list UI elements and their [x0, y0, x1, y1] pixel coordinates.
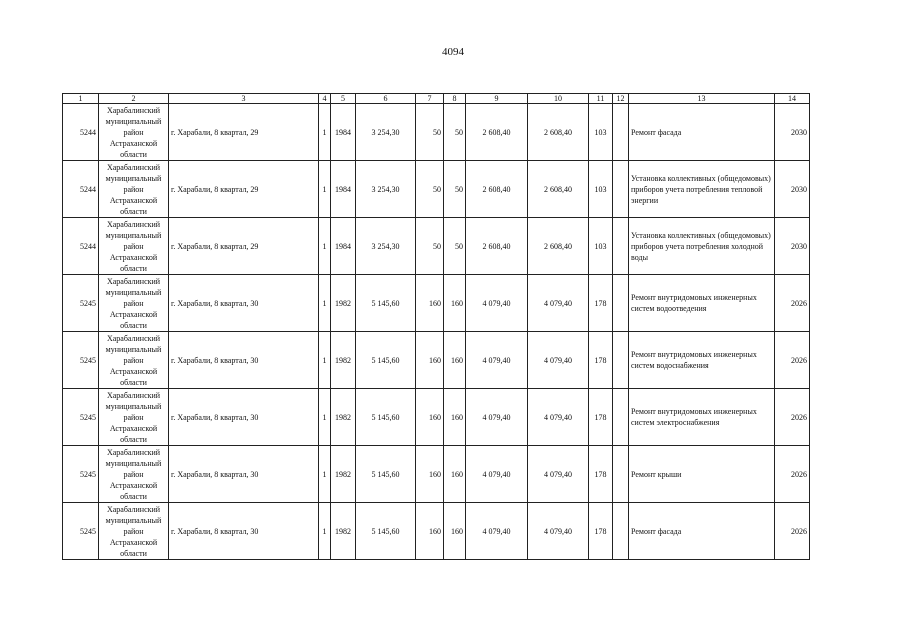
column-header: 7: [416, 94, 444, 104]
column-header: 11: [589, 94, 613, 104]
table-row: [63, 503, 810, 560]
column-4-cell: 1: [319, 104, 331, 161]
column-11-cell: 178: [589, 275, 613, 332]
address-cell: г. Харабали, 8 квартал, 29: [169, 161, 319, 218]
column-9-cell: 4 079,40: [466, 332, 528, 389]
column-11-cell: 178: [589, 389, 613, 446]
column-12-cell: [613, 332, 629, 389]
header-row: [63, 94, 810, 104]
column-header: 8: [444, 94, 466, 104]
row-number-cell: 5245: [63, 389, 99, 446]
work-type-cell: Ремонт фасада: [629, 104, 775, 161]
year-cell: 1982: [331, 389, 356, 446]
column-9-cell: 2 608,40: [466, 104, 528, 161]
column-9-cell: 4 079,40: [466, 446, 528, 503]
column-10-cell: 4 079,40: [528, 275, 589, 332]
column-header: 10: [528, 94, 589, 104]
district-cell: Харабалинский муниципальный район Астраханской области: [99, 161, 169, 218]
year-cell: 1984: [331, 104, 356, 161]
column-header: 6: [356, 94, 416, 104]
area-cell: 5 145,60: [356, 503, 416, 560]
column-9-cell: 2 608,40: [466, 218, 528, 275]
column-9-cell: 4 079,40: [466, 503, 528, 560]
column-4-cell: 1: [319, 332, 331, 389]
address-cell: г. Харабали, 8 квартал, 30: [169, 275, 319, 332]
year-cell: 1982: [331, 332, 356, 389]
column-4-cell: 1: [319, 446, 331, 503]
row-number-cell: 5245: [63, 446, 99, 503]
table-row: [63, 389, 810, 446]
district-cell: Харабалинский муниципальный район Астраханской области: [99, 446, 169, 503]
column-10-cell: 4 079,40: [528, 503, 589, 560]
area-cell: 3 254,30: [356, 104, 416, 161]
work-type-cell: Ремонт фасада: [629, 503, 775, 560]
work-type-cell: Ремонт внутридомовых инженерных систем водоснабжения: [629, 332, 775, 389]
table-row: [63, 275, 810, 332]
column-7-cell: 50: [416, 104, 444, 161]
column-9-cell: 4 079,40: [466, 275, 528, 332]
column-header: 4: [319, 94, 331, 104]
column-header: 3: [169, 94, 319, 104]
plan-year-cell: 2026: [775, 389, 810, 446]
row-number-cell: 5244: [63, 161, 99, 218]
column-12-cell: [613, 389, 629, 446]
column-header: 12: [613, 94, 629, 104]
column-7-cell: 160: [416, 332, 444, 389]
area-cell: 5 145,60: [356, 389, 416, 446]
row-number-cell: 5245: [63, 503, 99, 560]
column-10-cell: 2 608,40: [528, 218, 589, 275]
district-cell: Харабалинский муниципальный район Астраханской области: [99, 275, 169, 332]
column-header: 1: [63, 94, 99, 104]
column-11-cell: 103: [589, 161, 613, 218]
column-8-cell: 160: [444, 503, 466, 560]
year-cell: 1982: [331, 503, 356, 560]
work-type-cell: Ремонт крыши: [629, 446, 775, 503]
column-8-cell: 50: [444, 161, 466, 218]
column-7-cell: 160: [416, 275, 444, 332]
plan-year-cell: 2026: [775, 275, 810, 332]
area-cell: 3 254,30: [356, 161, 416, 218]
year-cell: 1982: [331, 446, 356, 503]
plan-year-cell: 2030: [775, 218, 810, 275]
plan-year-cell: 2026: [775, 446, 810, 503]
column-8-cell: 50: [444, 218, 466, 275]
page-number: 4094: [442, 46, 464, 58]
address-cell: г. Харабали, 8 квартал, 29: [169, 104, 319, 161]
column-12-cell: [613, 161, 629, 218]
column-7-cell: 160: [416, 503, 444, 560]
column-4-cell: 1: [319, 503, 331, 560]
column-header: 14: [775, 94, 810, 104]
column-8-cell: 160: [444, 332, 466, 389]
district-cell: Харабалинский муниципальный район Астраханской области: [99, 503, 169, 560]
column-8-cell: 50: [444, 104, 466, 161]
address-cell: г. Харабали, 8 квартал, 30: [169, 503, 319, 560]
column-12-cell: [613, 503, 629, 560]
column-4-cell: 1: [319, 275, 331, 332]
area-cell: 5 145,60: [356, 332, 416, 389]
column-header: 2: [99, 94, 169, 104]
column-header: 9: [466, 94, 528, 104]
column-7-cell: 160: [416, 389, 444, 446]
plan-year-cell: 2030: [775, 104, 810, 161]
column-12-cell: [613, 275, 629, 332]
column-10-cell: 4 079,40: [528, 446, 589, 503]
capital-repair-table: [62, 93, 810, 560]
work-type-cell: Установка коллективных (общедомовых) приборов учета потребления холодной воды: [629, 218, 775, 275]
column-9-cell: 2 608,40: [466, 161, 528, 218]
plan-year-cell: 2026: [775, 503, 810, 560]
column-8-cell: 160: [444, 446, 466, 503]
table-row: [63, 104, 810, 161]
area-cell: 5 145,60: [356, 446, 416, 503]
address-cell: г. Харабали, 8 квартал, 30: [169, 332, 319, 389]
column-8-cell: 160: [444, 275, 466, 332]
table-row: [63, 446, 810, 503]
column-11-cell: 103: [589, 104, 613, 161]
address-cell: г. Харабали, 8 квартал, 30: [169, 389, 319, 446]
column-4-cell: 1: [319, 389, 331, 446]
year-cell: 1982: [331, 275, 356, 332]
column-12-cell: [613, 218, 629, 275]
column-4-cell: 1: [319, 161, 331, 218]
work-type-cell: Ремонт внутридомовых инженерных систем водоотведения: [629, 275, 775, 332]
year-cell: 1984: [331, 161, 356, 218]
column-12-cell: [613, 446, 629, 503]
column-8-cell: 160: [444, 389, 466, 446]
address-cell: г. Харабали, 8 квартал, 29: [169, 218, 319, 275]
column-10-cell: 4 079,40: [528, 389, 589, 446]
work-type-cell: Установка коллективных (общедомовых) приборов учета потребления тепловой энергии: [629, 161, 775, 218]
row-number-cell: 5244: [63, 218, 99, 275]
table-row: [63, 218, 810, 275]
column-10-cell: 4 079,40: [528, 332, 589, 389]
column-12-cell: [613, 104, 629, 161]
column-11-cell: 103: [589, 218, 613, 275]
district-cell: Харабалинский муниципальный район Астраханской области: [99, 389, 169, 446]
district-cell: Харабалинский муниципальный район Астраханской области: [99, 332, 169, 389]
row-number-cell: 5245: [63, 275, 99, 332]
row-number-cell: 5244: [63, 104, 99, 161]
address-cell: г. Харабали, 8 квартал, 30: [169, 446, 319, 503]
year-cell: 1984: [331, 218, 356, 275]
area-cell: 5 145,60: [356, 275, 416, 332]
district-cell: Харабалинский муниципальный район Астраханской области: [99, 218, 169, 275]
column-9-cell: 4 079,40: [466, 389, 528, 446]
column-10-cell: 2 608,40: [528, 104, 589, 161]
column-10-cell: 2 608,40: [528, 161, 589, 218]
plan-year-cell: 2026: [775, 332, 810, 389]
table-row: [63, 161, 810, 218]
column-11-cell: 178: [589, 503, 613, 560]
area-cell: 3 254,30: [356, 218, 416, 275]
column-7-cell: 160: [416, 446, 444, 503]
column-header: 13: [629, 94, 775, 104]
plan-year-cell: 2030: [775, 161, 810, 218]
column-4-cell: 1: [319, 218, 331, 275]
column-header: 5: [331, 94, 356, 104]
column-7-cell: 50: [416, 161, 444, 218]
column-11-cell: 178: [589, 446, 613, 503]
column-7-cell: 50: [416, 218, 444, 275]
row-number-cell: 5245: [63, 332, 99, 389]
district-cell: Харабалинский муниципальный район Астраханской области: [99, 104, 169, 161]
table-row: [63, 332, 810, 389]
column-11-cell: 178: [589, 332, 613, 389]
work-type-cell: Ремонт внутридомовых инженерных систем электроснабжения: [629, 389, 775, 446]
